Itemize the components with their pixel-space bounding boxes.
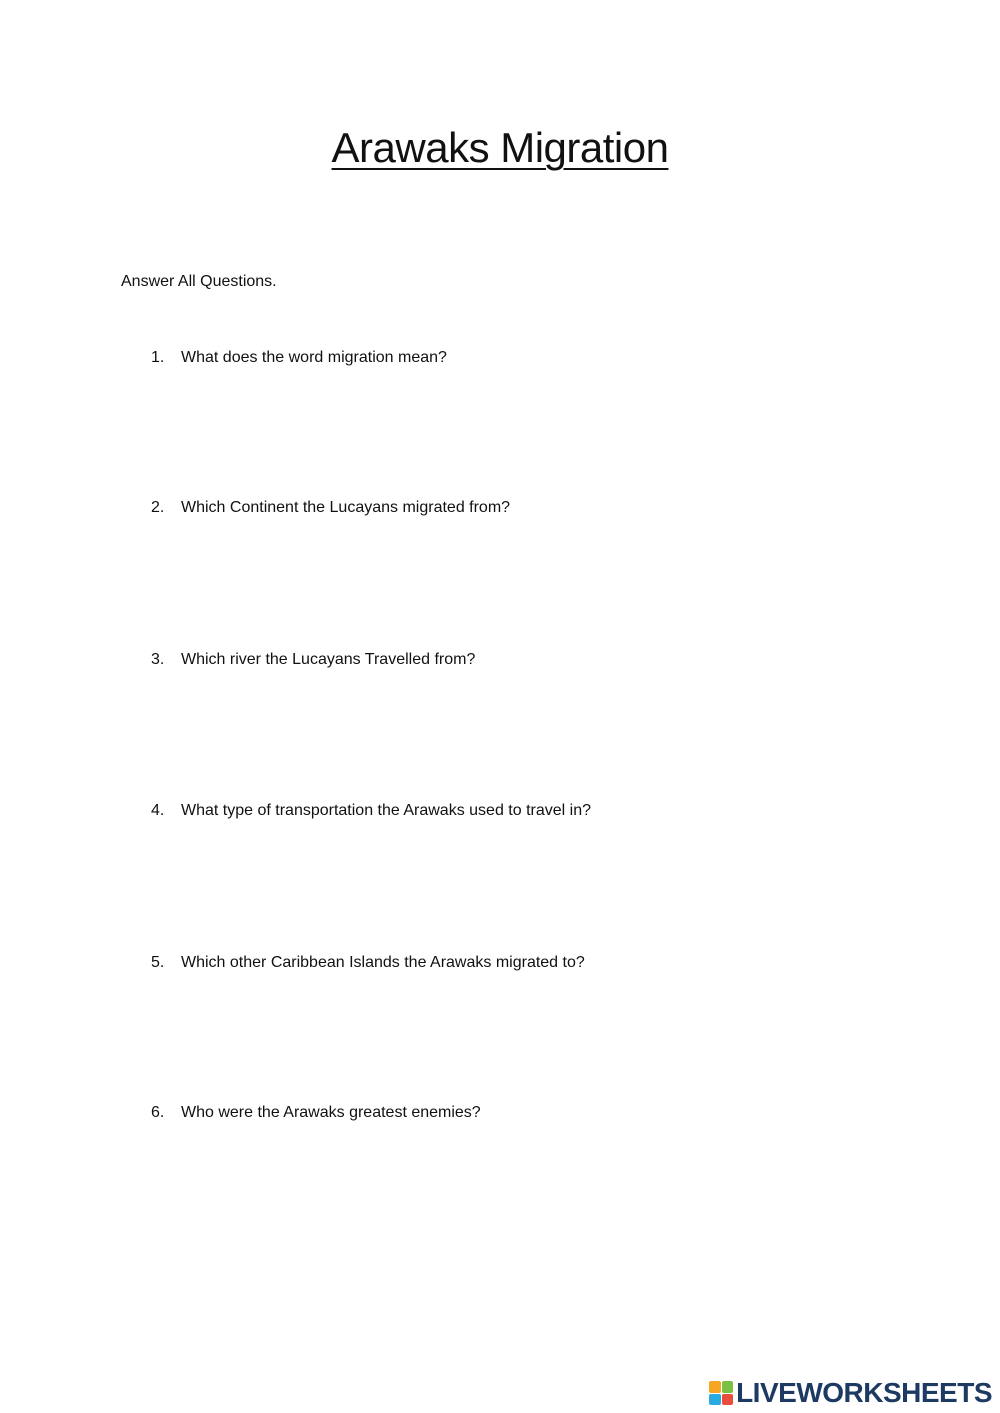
question-number: 6. (151, 1104, 165, 1121)
watermark-text: LIVEWORKSHEETS (736, 1377, 992, 1408)
question-number: 3. (151, 651, 165, 668)
question-number: 5. (151, 954, 165, 971)
instructions-text: Answer All Questions. (121, 273, 277, 290)
question-5 (151, 952, 585, 974)
question-text: What type of transportation the Arawaks used to travel in? (181, 802, 591, 819)
question-3 (151, 649, 475, 671)
question-text: Which river the Lucayans Travelled from? (181, 651, 476, 668)
logo-tile-icon (709, 1381, 721, 1393)
question-6 (151, 1102, 481, 1124)
worksheet-title: Arawaks Migration (331, 124, 669, 171)
liveworksheets-logo-icon (709, 1381, 733, 1405)
question-text: Which other Caribbean Islands the Arawaks migrated to? (181, 954, 585, 971)
question-number: 2. (151, 499, 165, 516)
question-number: 1. (151, 349, 165, 366)
question-4 (151, 800, 591, 822)
question-2 (151, 497, 510, 519)
question-number: 4. (151, 802, 165, 819)
question-text: What does the word migration mean? (181, 349, 447, 366)
logo-tile-icon (722, 1381, 734, 1393)
question-text: Which Continent the Lucayans migrated from? (181, 499, 511, 516)
liveworksheets-watermark (709, 1378, 992, 1408)
question-1 (151, 347, 447, 369)
logo-tile-icon (709, 1394, 721, 1406)
question-text: Who were the Arawaks greatest enemies? (181, 1104, 481, 1121)
logo-tile-icon (722, 1394, 734, 1406)
